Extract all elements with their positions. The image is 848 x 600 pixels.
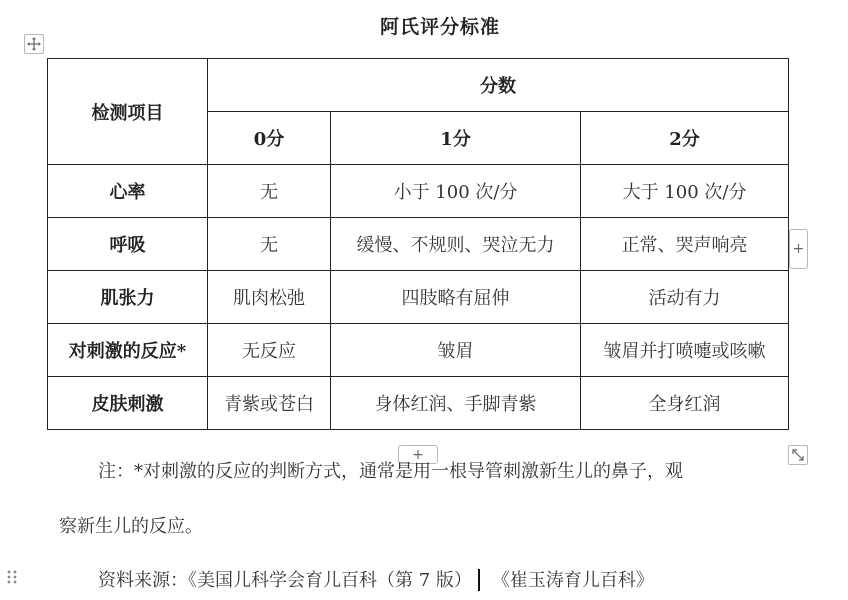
text-cursor [478, 569, 480, 591]
table-cell: 无 [208, 165, 331, 218]
score-column-0: 0分 [208, 112, 331, 165]
table-row-stimulus-response [48, 324, 789, 377]
row-label: 对刺激的反应* [48, 324, 208, 377]
row-label: 皮肤刺激 [48, 377, 208, 430]
table-cell: 身体红润、手脚青紫 [331, 377, 581, 430]
source-citation[interactable] [98, 566, 654, 592]
table-cell: 大于 100 次/分 [581, 165, 789, 218]
table-cell: 皱眉并打喷嚏或咳嗽 [581, 324, 789, 377]
add-row-button[interactable]: + [398, 445, 438, 464]
score-column-1: 1分 [331, 112, 581, 165]
table-cell: 肌肉松弛 [208, 271, 331, 324]
table-cell: 缓慢、不规则、哭泣无力 [331, 218, 581, 271]
table-cell: 皱眉 [331, 324, 581, 377]
table-header-row [48, 59, 789, 112]
table-row-breathing [48, 218, 789, 271]
table-note-line-2: 察新生儿的反应。 [59, 516, 203, 537]
table-row-skin-color [48, 377, 789, 430]
table-cell: 青紫或苍白 [208, 377, 331, 430]
table-move-handle-icon[interactable] [24, 34, 44, 54]
paragraph-drag-handle-icon[interactable] [6, 569, 18, 585]
table-cell: 正常、哭声响亮 [581, 218, 789, 271]
table-resize-handle-icon[interactable] [788, 445, 808, 465]
table-row-heart-rate [48, 165, 789, 218]
table-note-line-1: 注：*对刺激的反应的判断方式，通常是用一根导管刺激新生儿的鼻子，观 [98, 461, 683, 482]
table-cell: 无反应 [208, 324, 331, 377]
row-label: 肌张力 [48, 271, 208, 324]
table-cell: 小于 100 次/分 [331, 165, 581, 218]
add-column-button[interactable]: + [789, 229, 808, 269]
table-row-muscle-tone [48, 271, 789, 324]
source-part-1: 资料来源：《美国儿科学会育儿百科（第 7 版） [98, 570, 472, 591]
table-cell: 四肢略有屈伸 [331, 271, 581, 324]
row-label: 心率 [48, 165, 208, 218]
table-cell: 全身红润 [581, 377, 789, 430]
score-header-cell: 分数 [208, 59, 789, 112]
table-cell: 无 [208, 218, 331, 271]
source-part-2: 《崔玉涛育儿百科》 [491, 570, 654, 591]
item-header-cell: 检测项目 [48, 59, 208, 165]
score-column-2: 2分 [581, 112, 789, 165]
apgar-score-table [47, 58, 789, 430]
document-title: 阿氏评分标准 [379, 16, 500, 38]
table-cell: 活动有力 [581, 271, 789, 324]
row-label: 呼吸 [48, 218, 208, 271]
